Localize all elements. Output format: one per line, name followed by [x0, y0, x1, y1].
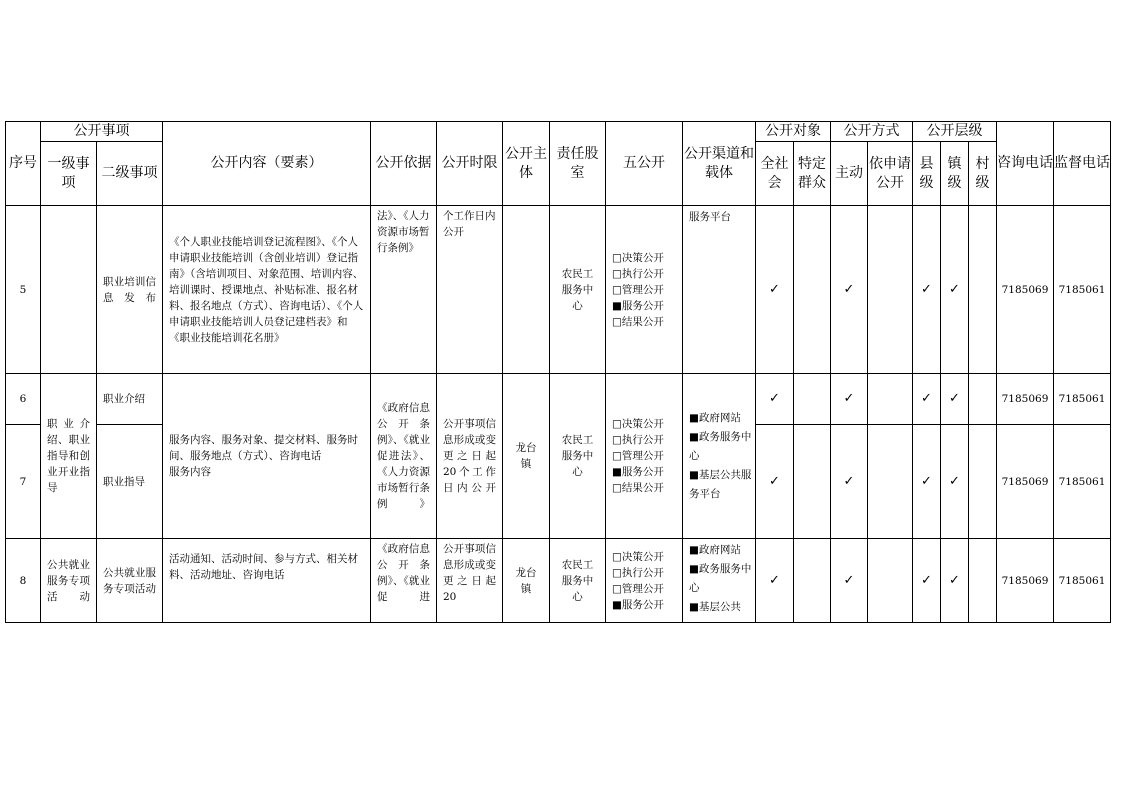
cell-target-specific [794, 425, 831, 539]
channel-item: ■基层公共 [689, 601, 741, 613]
row-level2: 职业培训信息发布 [97, 206, 163, 374]
channel-item: ■政府网站 [689, 411, 741, 424]
row-seq: 5 [6, 206, 41, 374]
row-basis: 《政府信息公开条例》、《就业促进法》、《人力资源市场暂行条例》 [371, 374, 437, 539]
header-channel: 公开渠道和载体 [683, 122, 756, 206]
content-line: 服务内容 [169, 466, 211, 478]
check-level-town: ✓ [941, 425, 969, 539]
cell-level-village [969, 374, 997, 425]
check-method-active: ✓ [831, 539, 868, 623]
row-level2: 公共就业服务专项活动 [97, 539, 163, 623]
row-basis: 法》、《人力资源市场暂行条例》 [371, 206, 437, 374]
header-seq: 序号 [6, 122, 41, 206]
cell-level-village [969, 206, 997, 374]
row-supervise-phone: 7185061 [1054, 539, 1111, 623]
row-supervise-phone: 7185061 [1054, 425, 1111, 539]
check-target-all: ✓ [756, 425, 794, 539]
row-level2: 职业指导 [97, 425, 163, 539]
disclosure-table [5, 121, 1111, 623]
check-level-county: ✓ [913, 206, 941, 374]
row-level1 [41, 206, 97, 374]
header-five: 五公开 [606, 122, 683, 206]
header-public-items: 公开事项 [41, 122, 163, 142]
row-subject [503, 206, 550, 374]
header-method-request: 依申请公开 [868, 142, 913, 206]
five-item: □决策公开 [612, 251, 664, 264]
row-seq: 6 [6, 374, 41, 425]
header-time-limit: 公开时限 [437, 122, 503, 206]
row-channel [683, 374, 756, 539]
row-content: 《个人职业技能培训登记流程图》、《个人申请职业技能培训（含创业培训）登记指南》（含培训项目、对象范围、培训内容、培训课时、授课地点、补贴标准、报名材料、报名地点（方式）、咨询电话）、《个人申请职业技能培训人员登记建档表》和《职业技能培训花名册》 [163, 206, 371, 374]
five-item: □决策公开 [612, 418, 664, 430]
header-subject: 公开主体 [503, 122, 550, 206]
check-level-town: ✓ [941, 539, 969, 623]
cell-method-request [868, 539, 913, 623]
cell-method-request [868, 206, 913, 374]
cell-level-village [969, 425, 997, 539]
five-item: □执行公开 [612, 434, 664, 446]
row-subject: 龙台镇 [503, 374, 550, 539]
five-item: □结果公开 [612, 315, 664, 328]
cell-method-request [868, 374, 913, 425]
channel-item: 服务平台 [689, 211, 731, 223]
row-time-limit: 公开事项信息形成或变更之日起20个工作日内公开 [437, 374, 503, 539]
five-item: ■服务公开 [612, 299, 664, 312]
row-consult-phone: 7185069 [997, 374, 1054, 425]
channel-item: ■政府网站 [689, 544, 741, 556]
row-office: 农民工服务中心 [550, 539, 606, 623]
row-seq: 7 [6, 425, 41, 539]
header-method: 公开方式 [831, 122, 913, 142]
header-level-town: 镇级 [941, 142, 969, 206]
check-level-town: ✓ [941, 374, 969, 425]
row-time-limit: 公开事项信息形成或变更之日起20 [437, 539, 503, 623]
row-supervise-phone: 7185061 [1054, 374, 1111, 425]
check-level-county: ✓ [913, 539, 941, 623]
channel-item: ■政务服务中心 [689, 563, 752, 594]
cell-target-specific [794, 539, 831, 623]
disclosure-table-container [5, 121, 1111, 623]
row-consult-phone: 7185069 [997, 206, 1054, 374]
row-time-limit: 个工作日内公开 [437, 206, 503, 374]
row-seq: 8 [6, 539, 41, 623]
check-level-town: ✓ [941, 206, 969, 374]
row-level2: 职业介绍 [97, 374, 163, 425]
header-level-village: 村级 [969, 142, 997, 206]
cell-target-specific [794, 206, 831, 374]
five-item: □决策公开 [612, 550, 664, 563]
header-basis: 公开依据 [371, 122, 437, 206]
check-method-active: ✓ [831, 425, 868, 539]
cell-method-request [868, 425, 913, 539]
check-level-county: ✓ [913, 425, 941, 539]
header-level2: 二级事项 [97, 142, 163, 206]
row-channel [683, 539, 756, 623]
header-method-active: 主动 [831, 142, 868, 206]
row-five-public [606, 374, 683, 539]
header-level: 公开层级 [913, 122, 997, 142]
row-basis: 《政府信息公开条例》、《就业促进 [371, 539, 437, 623]
row-channel [683, 206, 756, 374]
table-row [6, 539, 1111, 623]
row-consult-phone: 7185069 [997, 425, 1054, 539]
check-method-active: ✓ [831, 374, 868, 425]
header-target-specific: 特定群众 [794, 142, 831, 206]
header-content: 公开内容（要素） [163, 122, 371, 206]
five-item: □结果公开 [612, 482, 664, 494]
five-item: □执行公开 [612, 566, 664, 579]
row-subject: 龙台镇 [503, 539, 550, 623]
check-target-all: ✓ [756, 539, 794, 623]
header-target: 公开对象 [756, 122, 831, 142]
row-office: 农民工服务中心 [550, 374, 606, 539]
five-item: ■服务公开 [612, 466, 664, 478]
five-item: □管理公开 [612, 283, 664, 296]
check-level-county: ✓ [913, 374, 941, 425]
table-row [6, 374, 1111, 425]
five-item: □管理公开 [612, 582, 664, 595]
cell-level-village [969, 539, 997, 623]
row-consult-phone: 7185069 [997, 539, 1054, 623]
row-level1: 职业介绍、职业指导和创业开业指导 [41, 374, 97, 539]
header-consult-phone: 咨询电话 [997, 122, 1054, 206]
channel-item: ■基层公共服务平台 [689, 468, 752, 500]
row-supervise-phone: 7185061 [1054, 206, 1111, 374]
header-target-all: 全社会 [756, 142, 794, 206]
cell-target-specific [794, 374, 831, 425]
row-content: 活动通知、活动时间、参与方式、相关材料、活动地址、咨询电话 [163, 539, 371, 623]
header-level-county: 县级 [913, 142, 941, 206]
table-row [6, 206, 1111, 374]
five-item: □管理公开 [612, 450, 664, 462]
row-five-public [606, 539, 683, 623]
check-target-all: ✓ [756, 206, 794, 374]
row-office: 农民工服务中心 [550, 206, 606, 374]
content-line: 服务内容、服务对象、提交材料、服务时间、服务地点（方式）、咨询电话 [169, 434, 358, 462]
row-level1: 公共就业服务专项活动 [41, 539, 97, 623]
header-office: 责任股室 [550, 122, 606, 206]
row-content [163, 374, 371, 539]
header-supervise-phone: 监督电话 [1054, 122, 1111, 206]
channel-item: ■政务服务中心 [689, 430, 752, 462]
five-item: ■服务公开 [612, 598, 664, 611]
check-method-active: ✓ [831, 206, 868, 374]
check-target-all: ✓ [756, 374, 794, 425]
header-level1: 一级事项 [41, 142, 97, 206]
five-item: □执行公开 [612, 267, 664, 280]
row-five-public [606, 206, 683, 374]
